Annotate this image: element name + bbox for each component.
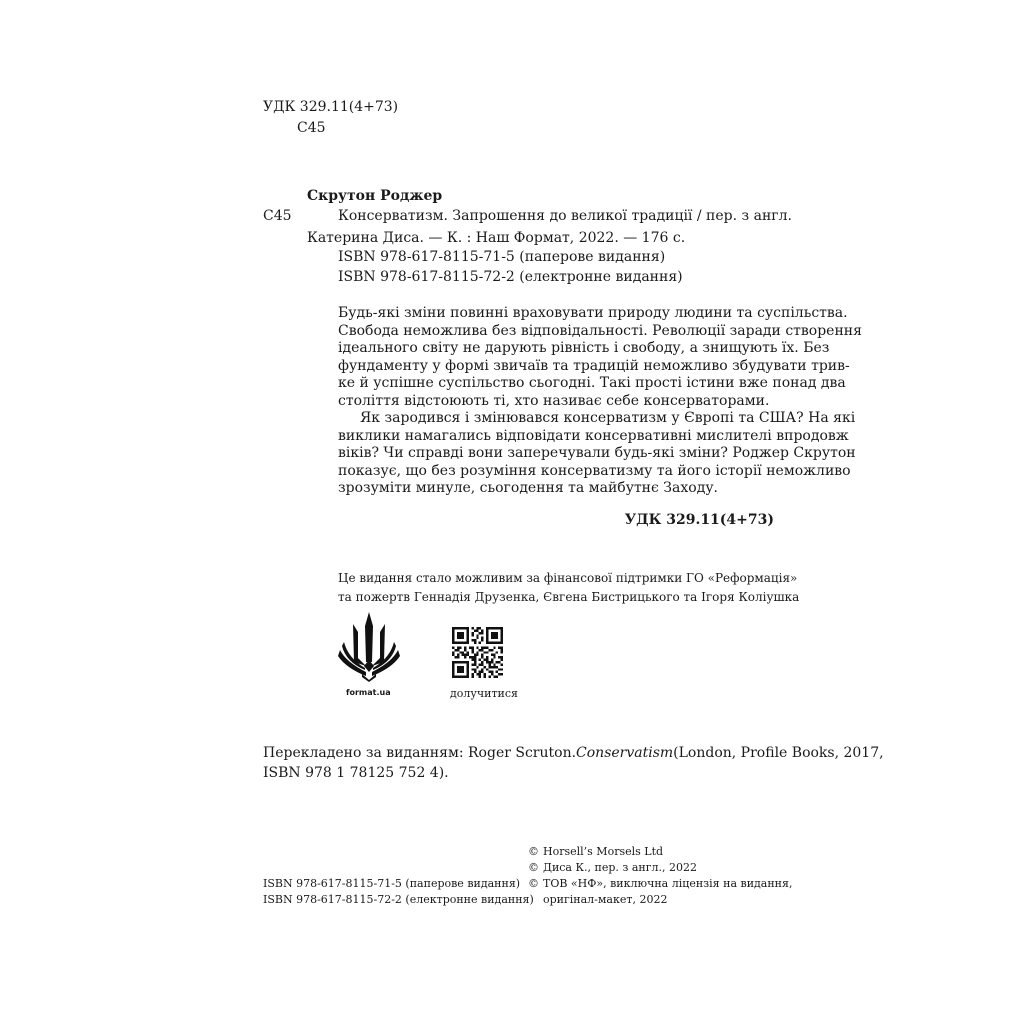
translation-suffix: (London, Profile Books, 2017,: [673, 745, 884, 761]
bbk-code: С45: [297, 120, 326, 136]
translation-prefix: Перекладено за виданням: Roger Scruton.: [263, 745, 577, 761]
copyright-symbol: ©: [528, 845, 539, 858]
copyright-text: оригінал-макет, 2022: [543, 893, 668, 906]
footer-isbn-electronic: ISBN 978-617-8115-72-2 (електронне видання): [263, 893, 534, 906]
annotation-line: Будь-які зміни повинні враховувати природу людини та суспільства.: [338, 305, 848, 321]
qr-code-icon: [452, 627, 503, 678]
annotation-line: віків? Чи справді вони заперечували будь-які зміни? Роджер Скрутон: [338, 445, 856, 461]
qr-caption: долучитися: [450, 687, 518, 700]
qr-code[interactable]: [452, 627, 503, 678]
catalog-isbn-electronic: ISBN 978-617-8115-72-2 (електронне видання): [338, 269, 683, 285]
copyright-line: [543, 892, 667, 908]
copyright-line: [528, 860, 697, 876]
annotation-line: Свобода неможлива без відповідальності. Революції заради створення: [338, 322, 862, 339]
support-line2: та пожертв Геннадія Друзенка, Євгена Бистрицького та Ігоря Коліушка: [338, 590, 800, 604]
copyright-text: Диса К., пер. з англ., 2022: [543, 861, 697, 874]
copyright-line: [528, 844, 663, 860]
support-line1: Це видання стало можливим за фінансової підтримки ГО «Реформація»: [338, 571, 798, 585]
annotation-line: століття відстоюють ті, хто називає себе консерваторами.: [338, 392, 770, 409]
copyright-line: [528, 876, 792, 892]
catalog-mark: С45: [263, 208, 292, 224]
author-heading: Скрутон Роджер: [307, 188, 443, 204]
logo-caption: format.ua: [346, 688, 391, 697]
annotation-line: Як зародився і змінювався консерватизм у Європі та США? На які: [360, 410, 856, 426]
annotation-line: показує, що без розуміння консерватизму та його історії неможливо: [338, 462, 851, 479]
annotation-line: зрозуміти минуле, сьогодення та майбутнє Заходу.: [338, 480, 719, 496]
footer-isbn-paper: ISBN 978-617-8115-71-5 (паперове видання): [263, 877, 521, 890]
catalog-title-line2: Катерина Диса. — К. : Наш Формат, 2022. — 176 с.: [307, 230, 686, 246]
copyright-text: Horsell’s Morsels Ltd: [543, 845, 664, 858]
annotation-line: виклики намагались відповідати консервативні мислителі впродовж: [338, 427, 849, 444]
annotation-line: ке й успішне суспільство сьогодні. Такі прості істини вже понад два: [338, 375, 846, 391]
catalog-title-line1: Консерватизм. Запрошення до великої традиції / пер. з англ.: [338, 208, 792, 224]
annotation-udk: УДК 329.11(4+73): [624, 512, 774, 528]
copyright-symbol: ©: [528, 877, 539, 890]
annotation-line: ідеального світу не дарують рівність і свободу, а знищують їх. Без: [338, 340, 830, 356]
udk-code: УДК 329.11(4+73): [263, 99, 399, 115]
copyright-symbol: ©: [528, 861, 539, 874]
annotation: [338, 305, 862, 498]
translation-original-title: Conservatism: [576, 745, 674, 761]
copyright-text: ТОВ «НФ», виключна ліцензія на видання,: [543, 877, 793, 890]
publisher-logo: [336, 610, 402, 682]
trident-book-icon: [336, 610, 402, 682]
translation-note-line2: ISBN 978 1 78125 752 4).: [263, 765, 449, 781]
translation-note-line1: [263, 745, 884, 762]
catalog-isbn-paper: ISBN 978-617-8115-71-5 (паперове видання): [338, 249, 666, 265]
annotation-line: фундаменту у формі звичаїв та традицій неможливо збудувати трив-: [338, 357, 850, 374]
